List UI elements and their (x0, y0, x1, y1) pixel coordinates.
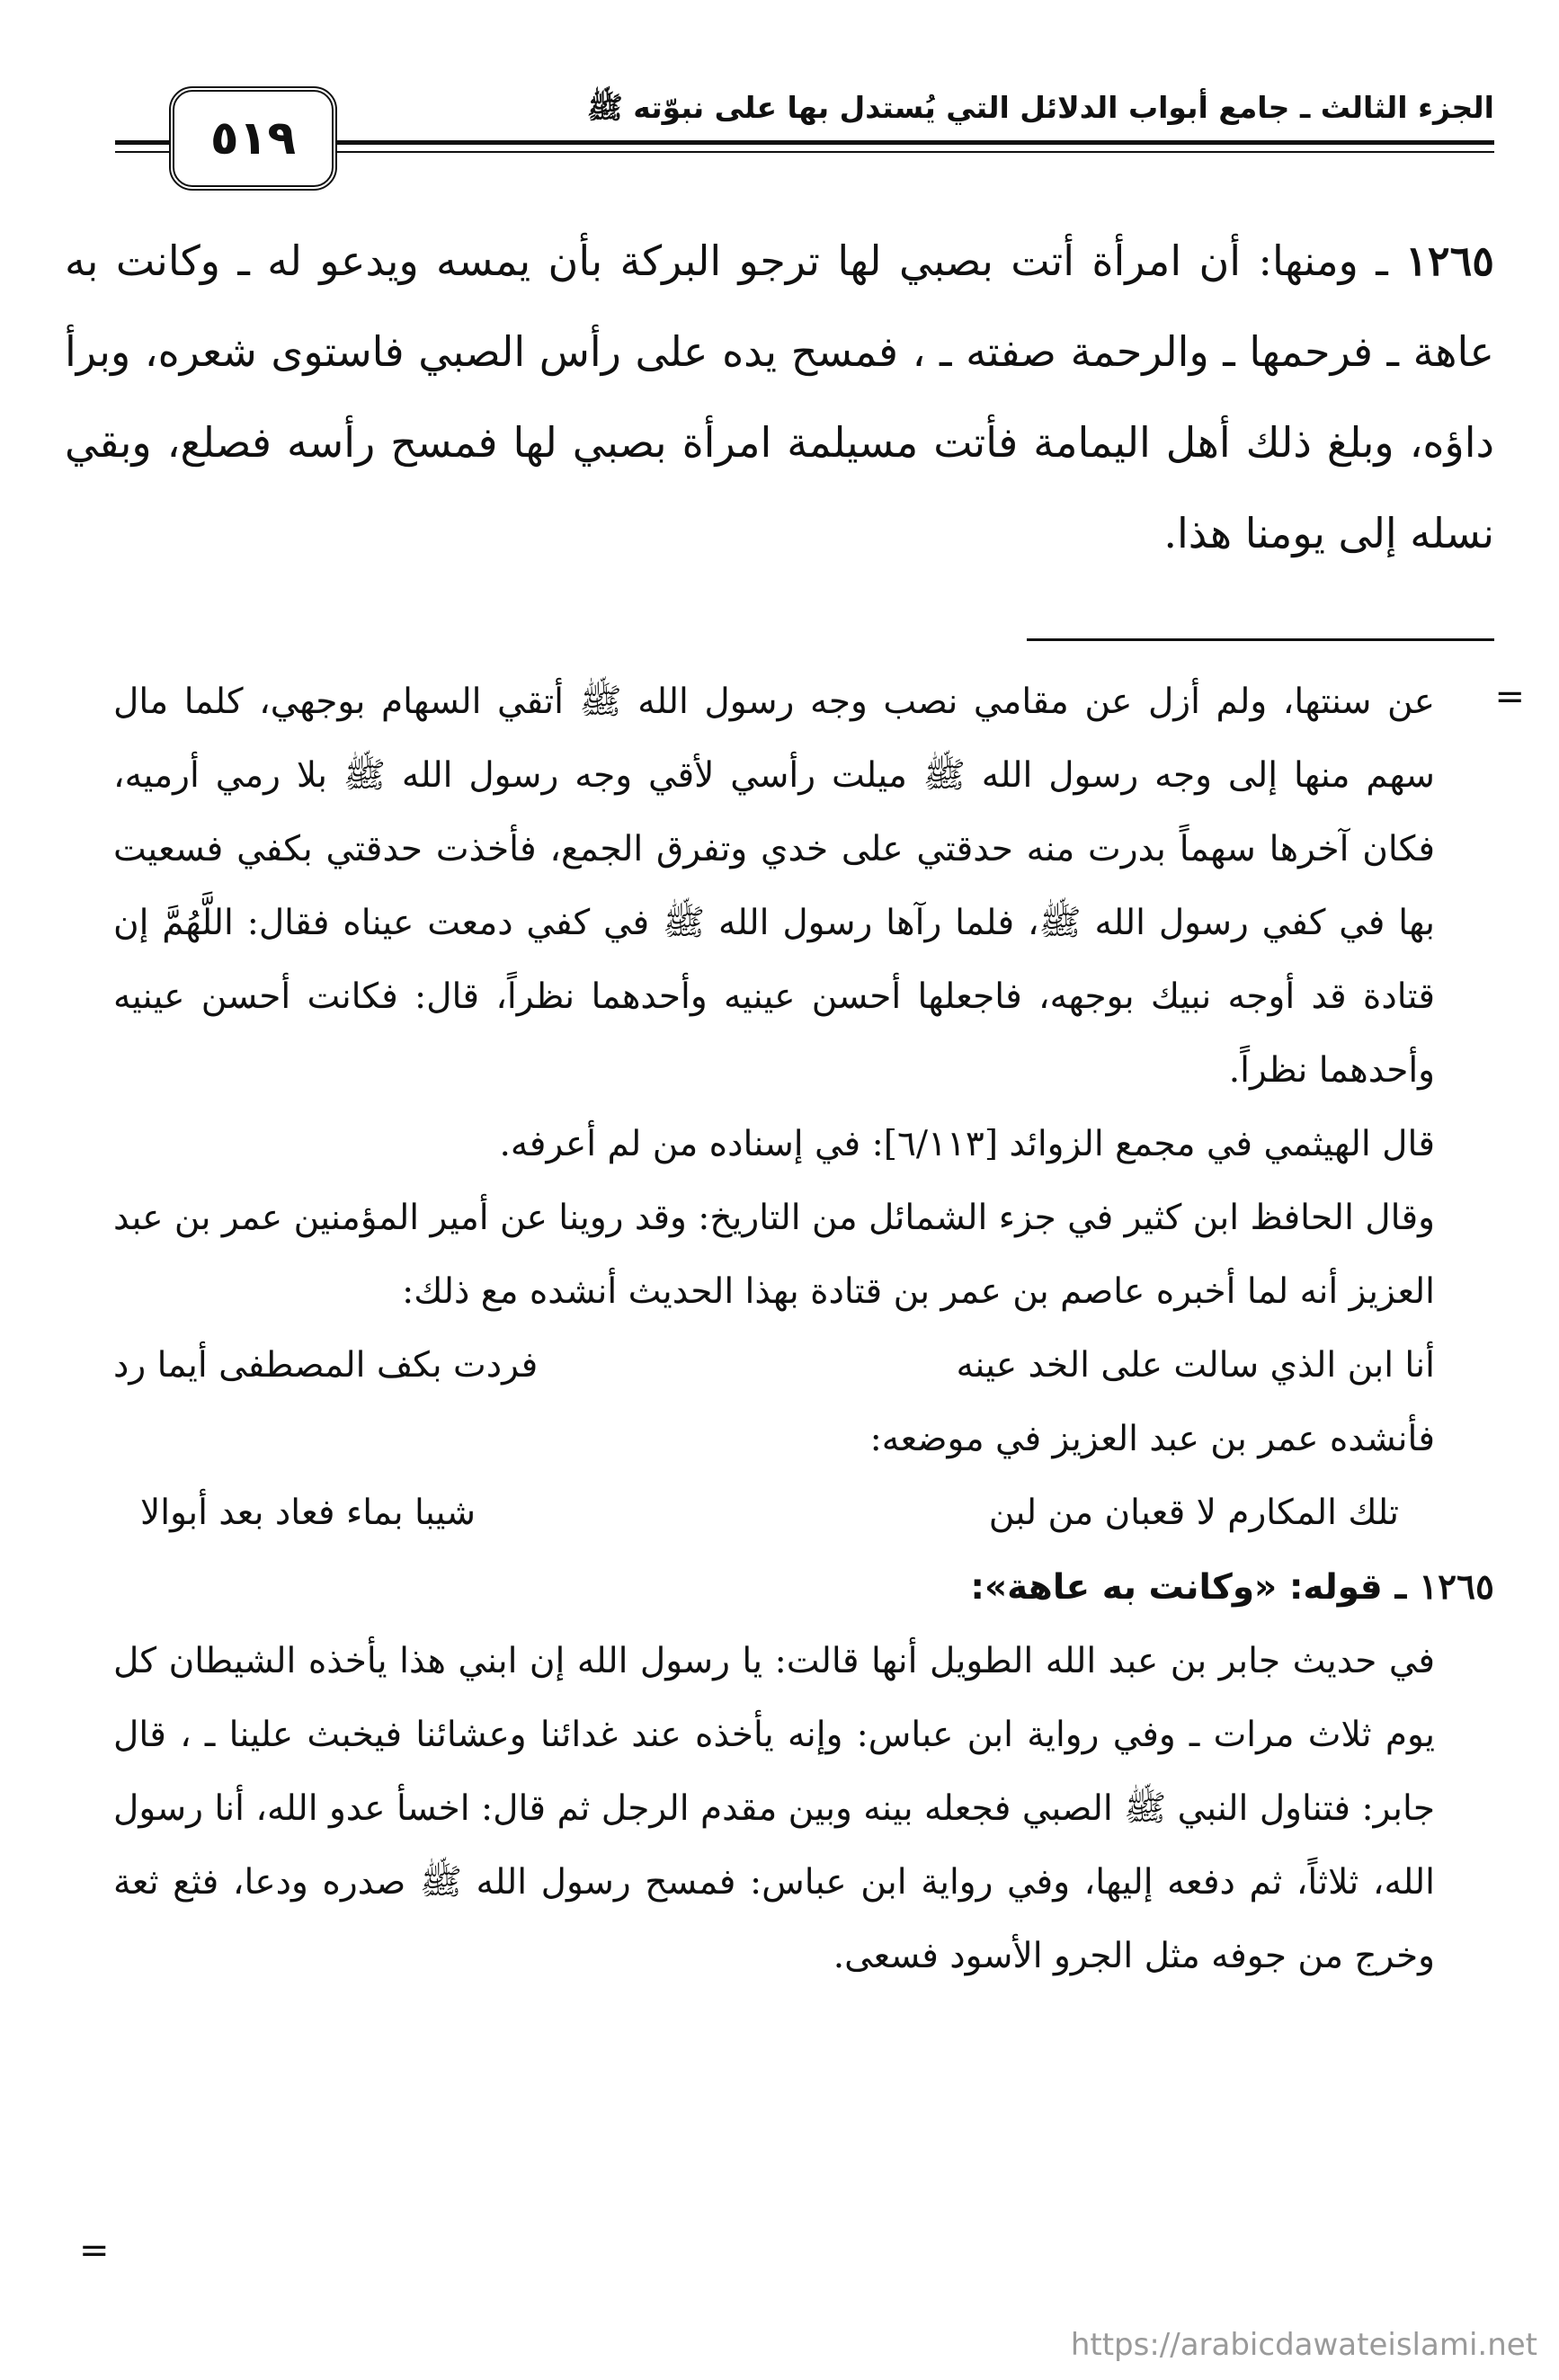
footnote-subheading (113, 1550, 1494, 1625)
footnote-separator (1027, 638, 1494, 641)
footnote-continuation-marker: = (1494, 676, 1525, 718)
verse-first-hemistich: تلك المكارم لا قعبان من لبن (988, 1493, 1399, 1533)
poem-verse (113, 1329, 1435, 1403)
poem-verse (113, 1476, 1435, 1550)
footnote-paragraph: فأنشده عمر بن عبد العزيز في موضعه: (869, 1419, 1435, 1459)
entry-number: ١٢٦٥ (1405, 236, 1494, 285)
verse-second-hemistich: فردت بكف المصطفى أيما رد (113, 1345, 539, 1386)
verse-second-hemistich: شيبا بماء فعاد بعد أبوالا (140, 1493, 477, 1533)
watermark-url: https://arabicdawateislami.net (1070, 2327, 1537, 2363)
subheading-number: ١٢٦٥ (1419, 1566, 1494, 1608)
main-paragraph (65, 216, 1494, 579)
footnote-continued-marker: = (79, 2230, 110, 2271)
footnote-paragraph: قال الهيثمي في مجمع الزوائد [٦/١١٣]: في إسناده من لم أعرفه. (499, 1124, 1435, 1164)
main-text (65, 216, 1494, 579)
main-paragraph-text: ـ ومنها: أن امرأة أتت بصبي لها ترجو البركة بأن يمسه ويدعو له ـ وكانت به عاهة ـ فرحمها ـ والرحمة صفته ـ ، فمسح يده على رأس الصبي فاستوى شعره، وبرأ داؤه، وبلغ ذلك أهل اليمامة فأتت مسيلمة امرأة بصبي لها فمسح رأسه فصلع، وبقي نسله إلى يومنا هذا. (65, 236, 1494, 557)
footnote-paragraph: في حديث جابر بن عبد الله الطويل أنها قالت: يا رسول الله إن ابني هذا يأخذه الشيطان كل يوم ثلاث مرات ـ وفي رواية ابن عباس: وإنه يأخذه عند غدائنا وعشائنا فيخبث علينا ـ ، قال جابر: فتناول النبي ﷺ الصبي فجعله بينه وبين مقدم الرجل ثم قال: اخسأ عدو الله، أنا رسول الله، ثلاثاً، ثم دفعه إليها، وفي رواية ابن عباس: فمسح رسول الله ﷺ صدره ودعا، فثع ثعة وخرج من جوفه مثل الجرو الأسود فسعى. (113, 1641, 1435, 1976)
page-number: ٥١٩ (169, 86, 337, 191)
footnote-paragraph: عن سنتها، ولم أزل عن مقامي نصب وجه رسول الله ﷺ أتقي السهام بوجهي، كلما مال سهم منها إلى وجه رسول الله ﷺ ميلت رأسي لأقي وجه رسول الله ﷺ بلا رمي أرميه، فكان آخرها سهماً بدرت منه حدقتي على خدي وتفرق الجمع، فأخذت حدقتي بكفي فسعيت بها في كفي رسول الله ﷺ، فلما رآها رسول الله ﷺ في كفي دمعت عيناه فقال: اللَّهُمَّ إن قتادة قد أوجه نبيك بوجهه، فاجعلها أحسن عينيه وأحدهما نظراً، قال: فكانت أحسن عينيه وأحدهما نظراً. (113, 682, 1435, 1091)
verse-first-hemistich: أنا ابن الذي سالت على الخد عينه (956, 1345, 1435, 1386)
running-header: الجزء الثالث ـ جامع أبواب الدلائل التي يُستدل بها على نبوّته ﷺ (586, 90, 1494, 125)
footnotes (113, 665, 1494, 1993)
footnote-paragraph: وقال الحافظ ابن كثير في جزء الشمائل من التاريخ: وقد روينا عن أمير المؤمنين عمر بن عبد العزيز أنه لما أخبره عاصم بن عمر بن قتادة بهذا الحديث أنشده مع ذلك: (113, 1198, 1435, 1312)
subheading-label: ـ قوله: «وكانت به عاهة»: (970, 1567, 1420, 1608)
